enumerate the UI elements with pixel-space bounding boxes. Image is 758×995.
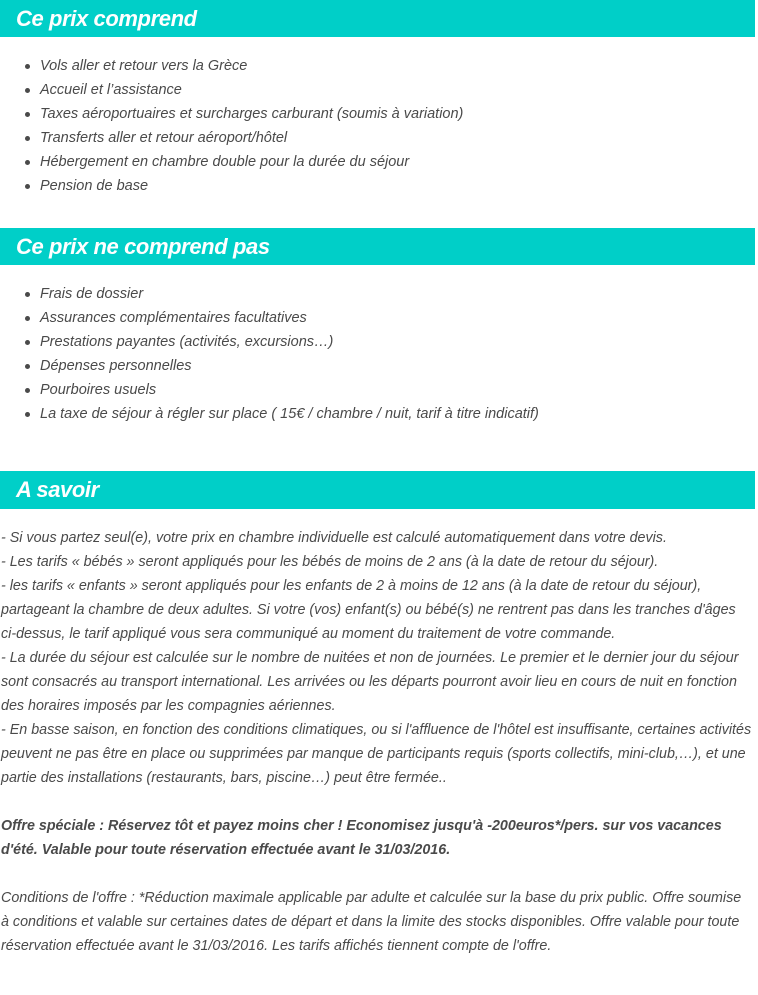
note-paragraph: - La durée du séjour est calculée sur le nombre de nuitées et non de journées. Le premier et le dernier jour du séjour sont consacrés au transport international. Les arrivées ou les départs pourront avoir lieu en cours de nuit en fonction des horaires imposés par les compagnies aériennes. bbox=[1, 650, 739, 714]
list-item: Vols aller et retour vers la Grèce bbox=[0, 54, 758, 78]
list-item: Prestations payantes (activités, excursions…) bbox=[0, 330, 758, 354]
list-item: Taxes aéroportuaires et surcharges carburant (soumis à variation) bbox=[0, 102, 758, 126]
not-included-list-block bbox=[0, 265, 758, 426]
note-paragraph: - En basse saison, en fonction des conditions climatiques, ou si l'affluence de l'hôtel est insuffisante, certaines activités peuvent ne pas être en place ou supprimées par manque de participants requis (sports collectifs, mini-club,…), et une partie des installations (restaurants, bars, piscine…) peut être fermée.. bbox=[1, 722, 752, 786]
list-item: Transferts aller et retour aéroport/hôtel bbox=[0, 126, 758, 150]
list-item: Pourboires usuels bbox=[0, 378, 758, 402]
list-item: Pension de base bbox=[0, 174, 758, 198]
note-paragraph: - les tarifs « enfants » seront appliqués pour les enfants de 2 à moins de 12 ans (à la date de retour du séjour), partageant la chambre de deux adultes. Si votre (vos) enfant(s) ou bébé(s) ne rentrent pas dans les tranches d'âges ci-dessus, le tarif appliqué vous sera communiqué au moment du traitement de votre commande. bbox=[1, 578, 736, 642]
special-offer-text: Offre spéciale : Réservez tôt et payez moins cher ! Economisez jusqu'à -200euros*/pers. sur vos vacances d'été. Valable pour toute réservation effectuée avant le 31/03/2016. bbox=[1, 818, 722, 858]
section-title-included: Ce prix comprend bbox=[16, 5, 197, 31]
good-to-know-body bbox=[0, 509, 758, 958]
section-header-good-to-know bbox=[0, 471, 755, 509]
not-included-items-list bbox=[0, 282, 758, 426]
note-paragraph: - Les tarifs « bébés » seront appliqués pour les bébés de moins de 2 ans (à la date de retour du séjour). bbox=[1, 554, 659, 570]
list-item: La taxe de séjour à régler sur place ( 15€ / chambre / nuit, tarif à titre indicatif) bbox=[0, 402, 758, 426]
section-title-not-included: Ce prix ne comprend pas bbox=[16, 233, 270, 259]
included-items-list bbox=[0, 54, 758, 198]
note-paragraph: - Si vous partez seul(e), votre prix en chambre individuelle est calculé automatiquement dans votre devis. bbox=[1, 530, 667, 546]
list-item: Accueil et l’assistance bbox=[0, 78, 758, 102]
list-item: Frais de dossier bbox=[0, 282, 758, 306]
offer-conditions-text: Conditions de l'offre : *Réduction maximale applicable par adulte et calculée sur la base du prix public. Offre soumise à conditions et valable sur certaines dates de départ et dans la limite des stocks disponibles. Offre valable pour toute réservation effectuée avant le 31/03/2016. Les tarifs affichés tiennent compte de l'offre. bbox=[1, 890, 742, 954]
section-header-not-included bbox=[0, 228, 755, 265]
list-item: Assurances complémentaires facultatives bbox=[0, 306, 758, 330]
section-spacer bbox=[0, 426, 758, 471]
list-item: Hébergement en chambre double pour la durée du séjour bbox=[0, 150, 758, 174]
included-list-block bbox=[0, 37, 758, 198]
section-spacer bbox=[0, 198, 758, 228]
section-title-good-to-know: A savoir bbox=[16, 477, 99, 502]
list-item: Dépenses personnelles bbox=[0, 354, 758, 378]
section-header-included bbox=[0, 0, 755, 37]
